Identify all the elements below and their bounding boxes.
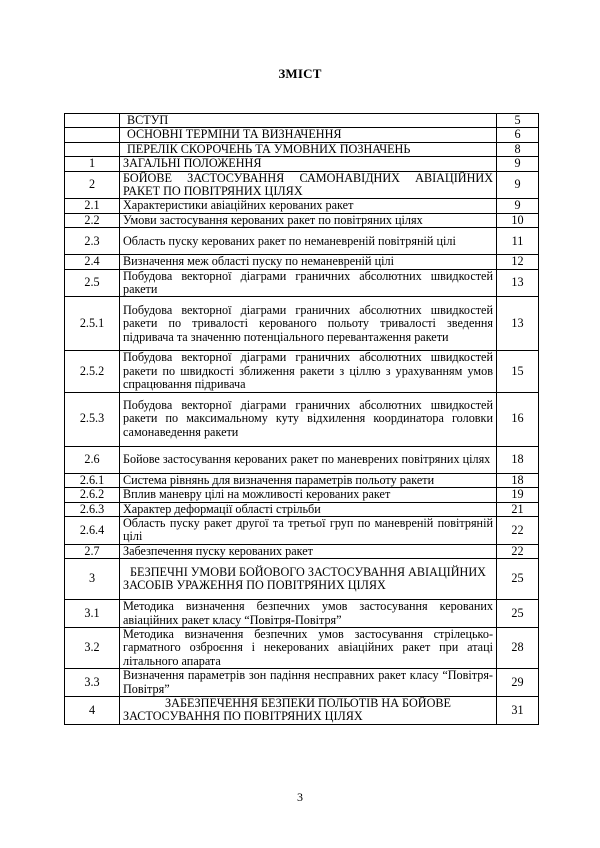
- toc-section-title: Характеристики авіаційних керованих ракет: [120, 199, 497, 213]
- toc-section-title: Забезпечення пуску керованих ракет: [120, 544, 497, 558]
- toc-row: [65, 199, 539, 213]
- toc-section-number: 2.6: [65, 446, 120, 473]
- toc-page-number: 12: [497, 255, 539, 269]
- toc-section-number: 3: [65, 559, 120, 600]
- toc-section-title: ЗАГАЛЬНІ ПОЛОЖЕННЯ: [120, 157, 497, 171]
- toc-row: [65, 627, 539, 668]
- toc-row: [65, 157, 539, 171]
- toc-section-number: 3.2: [65, 627, 120, 668]
- toc-section-number: 2.7: [65, 544, 120, 558]
- toc-section-number: 2.5.1: [65, 297, 120, 351]
- toc-row: [65, 114, 539, 128]
- toc-section-title: Область пуску ракет другої та третьої груп по маневреній повітряній цілі: [120, 516, 497, 544]
- toc-page-number: 5: [497, 114, 539, 128]
- toc-page-number: 29: [497, 669, 539, 697]
- page-title: ЗМІСТ: [278, 66, 322, 81]
- toc-row: [65, 488, 539, 502]
- toc-page-number: 9: [497, 157, 539, 171]
- toc-page-number: 28: [497, 627, 539, 668]
- toc-row: [65, 213, 539, 227]
- toc-section-title: Характер деформації області стрільби: [120, 502, 497, 516]
- toc-page-number: 9: [497, 171, 539, 199]
- toc-section-title: ПЕРЕЛІК СКОРОЧЕНЬ ТА УМОВНИХ ПОЗНАЧЕНЬ: [120, 142, 497, 156]
- toc-section-number: 3.1: [65, 600, 120, 628]
- toc-page-number: 15: [497, 351, 539, 392]
- toc-section-title: ЗАБЕЗПЕЧЕННЯ БЕЗПЕКИ ПОЛЬОТІВ НА БОЙОВЕ ЗАСТОСУВАННЯ ПО ПОВІТРЯНИХ ЦІЛЯХ: [120, 696, 497, 724]
- toc-section-number: 2.5: [65, 269, 120, 297]
- toc-row: [65, 128, 539, 142]
- toc-section-number: 2.6.3: [65, 502, 120, 516]
- toc-row: [65, 255, 539, 269]
- toc-page-number: 31: [497, 696, 539, 724]
- toc-section-number: 3.3: [65, 669, 120, 697]
- toc-section-number: 2.3: [65, 228, 120, 255]
- toc-page-number: 22: [497, 544, 539, 558]
- toc-page-number: 13: [497, 297, 539, 351]
- toc-page-number: 16: [497, 392, 539, 446]
- toc-section-title: Побудова векторної діаграми граничних абсолютних швидкостей ракети по тривалості керованого польоту тривалості зведення підривача та значенню потенціального перевантаження ракети: [120, 297, 497, 351]
- table-of-contents: [64, 113, 539, 725]
- toc-section-number: 2.5.2: [65, 351, 120, 392]
- toc-row: [65, 544, 539, 558]
- toc-section-number: 2.6.4: [65, 516, 120, 544]
- toc-section-number: 2.1: [65, 199, 120, 213]
- toc-section-title: Система рівнянь для визначення параметрів польоту ракети: [120, 473, 497, 487]
- toc-section-title: Бойове застосування керованих ракет по маневрених повітряних цілях: [120, 446, 497, 473]
- toc-section-number: 2.4: [65, 255, 120, 269]
- toc-section-number: 2.6.1: [65, 473, 120, 487]
- toc-section-title: Побудова векторної діаграми граничних абсолютних швидкостей ракети по максимальному куту відхилення координатора головки самонаведення ракети: [120, 392, 497, 446]
- toc-row: [65, 171, 539, 199]
- toc-row: [65, 600, 539, 628]
- toc-section-title: Побудова векторної діаграми граничних абсолютних швидкостей ракети по швидкості зближення ракети з ціллю з урахуванням умов спрацювання підривача: [120, 351, 497, 392]
- toc-page-number: 10: [497, 213, 539, 227]
- toc-page-number: 19: [497, 488, 539, 502]
- toc-section-title: Побудова векторної діаграми граничних абсолютних швидкостей ракети: [120, 269, 497, 297]
- toc-page-number: 25: [497, 600, 539, 628]
- toc-section-title: Область пуску керованих ракет по неманевреній повітряній цілі: [120, 228, 497, 255]
- toc-section-title: Визначення параметрів зон падіння несправних ракет класу “Повітря-Повітря”: [120, 669, 497, 697]
- toc-row: [65, 269, 539, 297]
- toc-row: [65, 446, 539, 473]
- toc-section-title: Вплив маневру цілі на можливості керованих ракет: [120, 488, 497, 502]
- toc-page-number: 22: [497, 516, 539, 544]
- toc-row: [65, 516, 539, 544]
- toc-section-title: БЕЗПЕЧНІ УМОВИ БОЙОВОГО ЗАСТОСУВАННЯ АВІАЦІЙНИХ ЗАСОБІВ УРАЖЕННЯ ПО ПОВІТРЯНИХ ЦІЛЯХ: [120, 559, 497, 600]
- toc-row: [65, 502, 539, 516]
- toc-row: [65, 669, 539, 697]
- toc-section-number: 4: [65, 696, 120, 724]
- toc-section-number: 2.5.3: [65, 392, 120, 446]
- toc-section-title: Методика визначення безпечних умов застосування стрілецько-гарматного озброєння і некерованих авіаційних ракет при атаці літального апарата: [120, 627, 497, 668]
- toc-section-title: ОСНОВНІ ТЕРМІНИ ТА ВИЗНАЧЕННЯ: [120, 128, 497, 142]
- toc-section-number: 2.6.2: [65, 488, 120, 502]
- toc-page-number: 18: [497, 446, 539, 473]
- toc-section-title: Визначення меж області пуску по неманевреній цілі: [120, 255, 497, 269]
- toc-row: [65, 696, 539, 724]
- toc-page-number: 13: [497, 269, 539, 297]
- toc-row: [65, 473, 539, 487]
- toc-section-title: Умови застосування керованих ракет по повітряних цілях: [120, 213, 497, 227]
- toc-section-number: 2: [65, 171, 120, 199]
- toc-section-number: [65, 142, 120, 156]
- toc-section-number: 2.2: [65, 213, 120, 227]
- toc-row: [65, 297, 539, 351]
- toc-page-number: 21: [497, 502, 539, 516]
- toc-section-title: Методика визначення безпечних умов застосування керованих авіаційних ракет класу “Повітря-Повітря”: [120, 600, 497, 628]
- toc-row: [65, 228, 539, 255]
- toc-section-title: БОЙОВЕ ЗАСТОСУВАННЯ САМОНАВІДНИХ АВІАЦІЙНИХ РАКЕТ ПО ПОВІТРЯНИХ ЦІЛЯХ: [120, 171, 497, 199]
- page-number: 3: [297, 790, 303, 804]
- toc-row: [65, 351, 539, 392]
- toc-section-number: [65, 128, 120, 142]
- toc-page-number: 9: [497, 199, 539, 213]
- toc-row: [65, 559, 539, 600]
- toc-page-number: 18: [497, 473, 539, 487]
- toc-row: [65, 142, 539, 156]
- toc-section-number: 1: [65, 157, 120, 171]
- toc-page-number: 11: [497, 228, 539, 255]
- toc-page-number: 8: [497, 142, 539, 156]
- toc-section-title: ВСТУП: [120, 114, 497, 128]
- toc-page-number: 6: [497, 128, 539, 142]
- toc-page-number: 25: [497, 559, 539, 600]
- toc-section-number: [65, 114, 120, 128]
- toc-row: [65, 392, 539, 446]
